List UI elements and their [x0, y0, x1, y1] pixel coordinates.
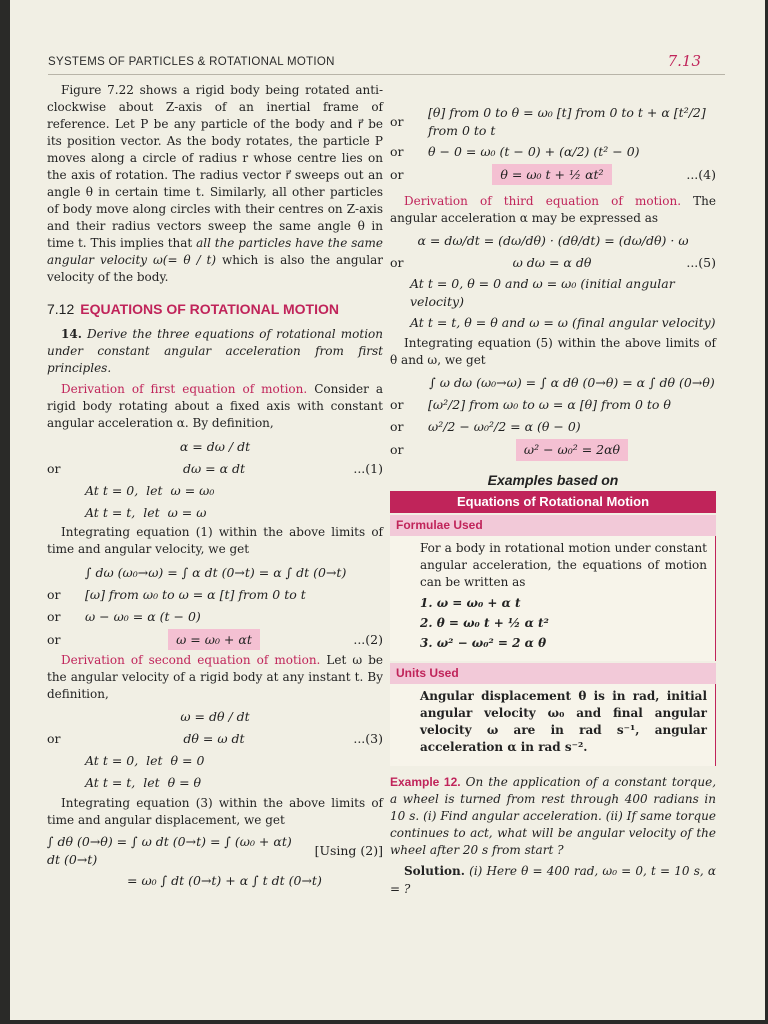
solution-label: Solution.	[404, 864, 465, 879]
equation-1: or dω = α dt ...(1)	[47, 460, 383, 476]
step-3b: or ω²/2 − ω₀²/2 = α (θ − 0)	[390, 419, 581, 434]
intro-text: Figure 7.22 shows a rigid body being rotated anti-clockwise about Z-axis of an inertial frame of reference. Let P be any particle of the body and r⃗ be its position vector. As the body rotates, the particle P moves along a circle of radius r whose centre lies on the axis of rotation. The radius vector r⃗ sweeps out an angle θ in certain time t. Similarly, all other particles of body move along circles with their centres on Z-axis and their radius vectors sweep the same angle θ in time t.	[47, 83, 383, 251]
example-12	[390, 774, 716, 859]
question	[47, 326, 383, 377]
integral-2: ∫ dθ (0→θ) = ∫ ω dt (0→t) = ∫ (ω₀ + αt) dt (0→t) [Using (2)]	[47, 834, 383, 868]
example-label: Example 12.	[390, 775, 461, 790]
integration-1-intro: Integrating equation (1) within the above limits of time and angular velocity, we get	[47, 525, 383, 557]
solution	[390, 863, 716, 897]
boundary-1b: At t = t, let ω = ω	[85, 504, 207, 520]
boundary-3a: At t = 0, θ = 0 and ω = ω₀ (initial angular velocity)	[410, 276, 675, 310]
units-panel	[390, 684, 716, 766]
example-text: On the application of a constant torque, a wheel is turned from rest through 400 radians in 10 s. (i) Find angular acceleration. (ii) If same torque continues to act, what will be angular velocity of the wheel after 20 s from start ?	[390, 775, 717, 858]
derivation-1-heading: Derivation of first equation of motion.	[61, 382, 308, 397]
formulae-intro: For a body in rotational motion under constant angular acceleration, the equations of motion can be written as	[420, 540, 707, 590]
question-number: 14.	[61, 327, 82, 342]
equation-3: or dθ = ω dt ...(3)	[47, 731, 383, 747]
derivation-2-intro	[47, 652, 383, 703]
chapter-header: SYSTEMS OF PARTICLES & ROTATIONAL MOTION	[48, 56, 335, 68]
boundary-2a: At t = 0, let θ = 0	[85, 753, 205, 769]
examples-title: Examples based on	[487, 471, 619, 488]
intro-paragraph	[47, 82, 383, 286]
boxed-equation-6: ω² − ω₀² = 2αθ	[516, 439, 628, 461]
derivation-1-intro	[47, 381, 383, 432]
derivation-3-text: The angular acceleration α may be expressed as	[390, 194, 716, 226]
section-number: 7.12	[47, 301, 75, 318]
formula-2: 2. θ = ω₀ t + ½ α t²	[420, 616, 549, 631]
equation-6: or ω² − ω₀² = 2αθ	[390, 439, 716, 461]
units-text: Angular displacement θ is in rad, initial angular velocity ω₀ and final angular velocity ω are in rad s⁻¹, angular acceleration α in rad s⁻².	[420, 689, 707, 755]
definition-omega: ω = dθ / dt	[180, 709, 250, 725]
boxed-equation-2: ω = ω₀ + αt	[168, 629, 260, 651]
formulae-panel	[390, 536, 716, 661]
section-title: EQUATIONS OF ROTATIONAL MOTION	[80, 301, 339, 318]
definition-alpha: α = dω / dt	[179, 438, 251, 454]
boundary-3b: At t = t, θ = θ and ω = ω (final angular velocity)	[410, 314, 716, 330]
units-heading: Units Used	[390, 663, 716, 684]
definition-alpha-chain: α = dω/dt = (dω/dθ) · (dθ/dt) = (dω/dθ) · ω	[417, 233, 689, 249]
integral-3: ∫ ω dω (ω₀→ω) = ∫ α dθ (0→θ) = α ∫ dθ (0→θ)	[429, 375, 715, 390]
boundary-1a: At t = 0, let ω = ω₀	[85, 482, 215, 498]
integral-1: ∫ dω (ω₀→ω) = ∫ α dt (0→t) = α ∫ dt (0→t)	[85, 564, 347, 580]
implies-pre: This implies that	[90, 236, 197, 251]
equation-5: or ω dω = α dθ ...(5)	[390, 255, 716, 271]
integration-3-intro: Integrating equation (5) within the above limits of θ and ω, we get	[390, 335, 716, 367]
examples-banner: Equations of Rotational Motion	[390, 491, 716, 513]
formula-1: 1. ω = ω₀ + α t	[420, 596, 521, 611]
integration-2-intro: Integrating equation (3) within the above limits of time and angular displacement, we get	[47, 796, 383, 828]
implies-italic: all the particles have the same angular velocity ω(= θ / t)	[47, 236, 383, 268]
section-heading	[47, 300, 383, 320]
formulae-heading: Formulae Used	[390, 515, 716, 536]
step-r2: or θ − 0 = ω₀ (t − 0) + (α/2) (t² − 0)	[390, 143, 640, 159]
derivation-1-text: Consider a rigid body rotating about a fixed axis with constant angular acceleration α. By definition,	[47, 382, 384, 431]
question-text: Derive the three equations of rotational motion under constant angular acceleration from first principles.	[47, 327, 383, 376]
header-rule	[48, 74, 725, 75]
left-column	[47, 82, 383, 893]
equation-4: or θ = ω₀ t + ½ αt² ...(4)	[390, 164, 716, 186]
boundary-2b: At t = t, let θ = θ	[85, 775, 202, 791]
derivation-3-heading: Derivation of third equation of motion.	[404, 194, 682, 209]
right-column	[390, 102, 716, 902]
step-1a: or [ω] from ω₀ to ω = α [t] from 0 to t	[47, 586, 306, 602]
formula-3: 3. ω² − ω₀² = 2 α θ	[420, 636, 547, 651]
derivation-3-intro	[390, 193, 716, 227]
equation-2: or ω = ω₀ + αt ...(2)	[47, 629, 383, 651]
step-3a: or [ω²/2] from ω₀ to ω = α [θ] from 0 to θ	[390, 397, 671, 412]
derivation-2-heading: Derivation of second equation of motion.	[61, 653, 321, 668]
step-1b: or ω − ω₀ = α (t − 0)	[47, 608, 201, 624]
step-r1: or [θ] from 0 to θ = ω₀ [t] from 0 to t + α [t²/2] from 0 to t	[390, 105, 706, 138]
page-number: 7.13	[667, 52, 701, 70]
boxed-equation-4: θ = ω₀ t + ½ αt²	[492, 164, 611, 186]
solution-text: (i) Here θ = 400 rad, ω₀ = 0, t = 10 s, α = ?	[390, 864, 716, 896]
derivation-2-text: Let ω be the angular velocity of a rigid body at any instant t. By definition,	[47, 653, 383, 702]
integral-2b: = ω₀ ∫ dt (0→t) + α ∫ t dt (0→t)	[127, 873, 322, 889]
textbook-page	[10, 0, 765, 1020]
implies-post: which is also the angular velocity of the body.	[47, 253, 383, 285]
